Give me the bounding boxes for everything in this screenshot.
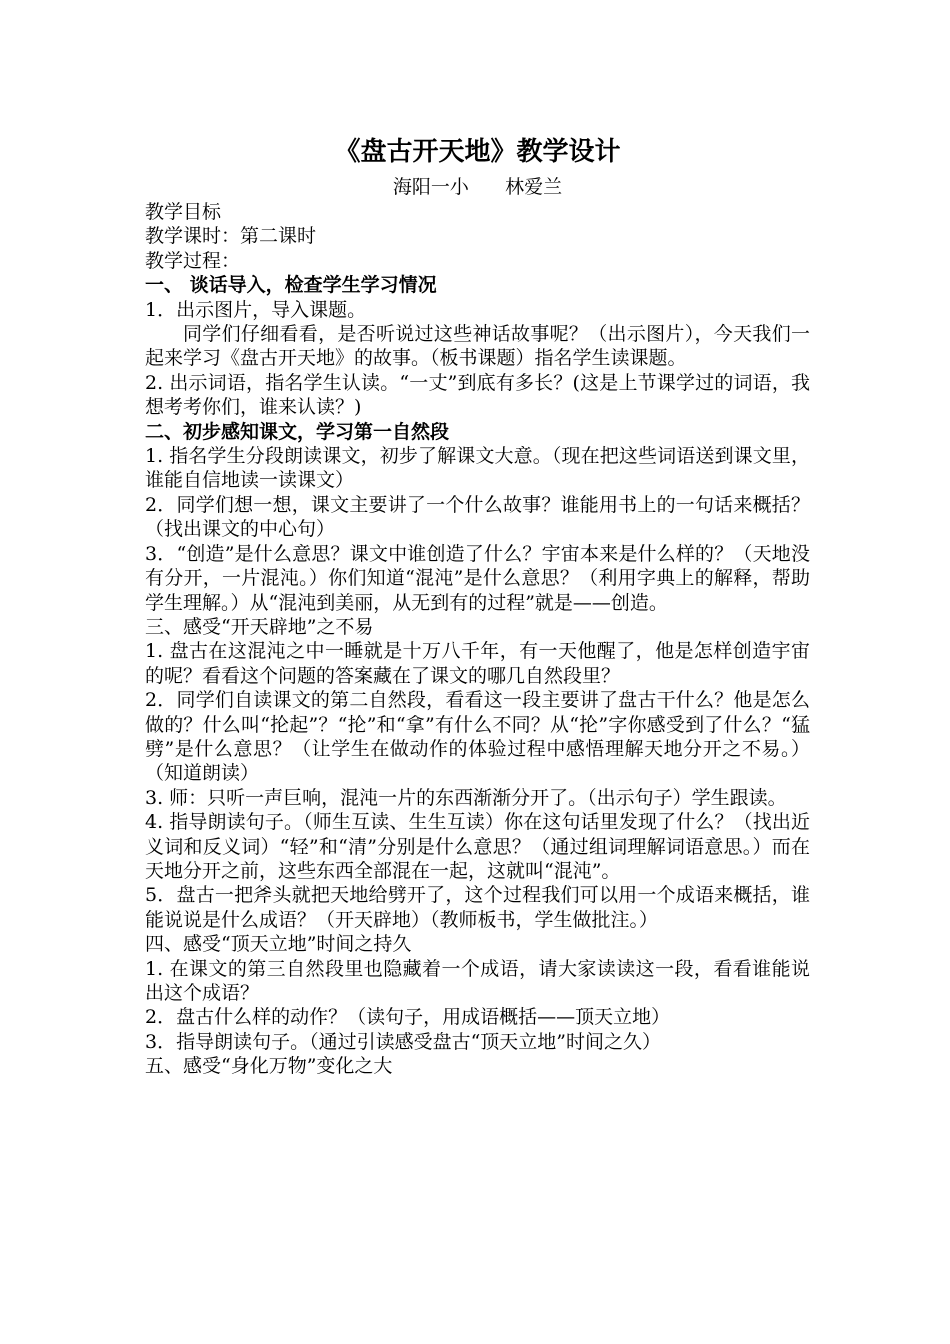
body-paragraph: 5．盘古一把斧头就把天地给劈开了，这个过程我们可以用一个成语来概括，谁能说说是什么成语？（开天辟地）（教师板书，学生做批注。） bbox=[145, 884, 810, 931]
body-paragraph: 教学课时：第二课时 bbox=[145, 225, 317, 248]
body-paragraph: 同学们仔细看看，是否听说过这些神话故事呢？（出示图片），今天我们一起来学习《盘古开天地》的故事。（板书课题）指名学生读课题。 bbox=[145, 323, 810, 370]
body-paragraph: 四、感受“顶天立地”时间之持久 bbox=[145, 933, 412, 956]
body-paragraph: 2. 出示词语，指名学生认读。“一丈”到底有多长？(这是上节课学过的词语，我想考考你们，谁来认读？) bbox=[145, 371, 810, 419]
section-heading: 二、初步感知课文，学习第一自然段 bbox=[145, 420, 450, 443]
body-paragraph: 三、感受“开天辟地”之不易 bbox=[145, 615, 374, 638]
body-paragraph: 五、感受“身化万物”变化之大 bbox=[145, 1055, 393, 1078]
body-paragraph: 教学目标 bbox=[145, 201, 222, 223]
body-paragraph: 3．指导朗读句子。（通过引读感受盘古“顶天立地”时间之久） bbox=[145, 1030, 662, 1053]
body-paragraph: 4. 指导朗读句子。（师生互读、生生互读）你在这句话里发现了什么？（找出近义词和反义词）“轻”和“清”分别是什么意思？（通过组词理解词语意思。）而在天地分开之前，这些东西全部混在一起，这就叫“混沌”。 bbox=[145, 811, 810, 882]
body-paragraph: 2．同学们想一想，课文主要讲了一个什么故事？谁能用书上的一句话来概括？（找出课文的中心句） bbox=[145, 493, 810, 541]
document-title: 《盘古开天地》教学设计 bbox=[334, 137, 621, 167]
section-heading: 一、 谈话导入，检查学生学习情况 bbox=[145, 274, 437, 297]
body-paragraph: 2．盘古什么样的动作？（读句子，用成语概括——顶天立地） bbox=[145, 1006, 671, 1029]
document-body bbox=[145, 200, 810, 1079]
body-paragraph: 1．出示图片，导入课题。 bbox=[145, 298, 367, 321]
body-paragraph: 3．“创造”是什么意思？课文中谁创造了什么？宇宙本来是什么样的？（天地没有分开，一片混沌。）你们知道“混沌”是什么意思？（利用字典上的解释，帮助学生理解。）从“混沌到美丽，从无到有的过程”就是——创造。 bbox=[145, 542, 810, 614]
author-byline: 海阳一小 林爱兰 bbox=[392, 176, 563, 198]
document-page bbox=[145, 134, 810, 1079]
body-paragraph: 3. 师：只听一声巨响，混沌一片的东西渐渐分开了。（出示句子）学生跟读。 bbox=[145, 786, 787, 809]
body-paragraph: 1. 在课文的第三自然段里也隐藏着一个成语，请大家读读这一段，看看谁能说出这个成语？ bbox=[145, 957, 810, 1004]
body-paragraph: 2．同学们自读课文的第二自然段，看看这一段主要讲了盘古干什么？他是怎么做的？什么叫“抡起”？“抡”和“拿”有什么不同？从“抡”字你感受到了什么？“猛劈”是什么意思？（让学生在做动作的体验过程中感悟理解天地分开之不易。）（知道朗读） bbox=[145, 689, 810, 785]
body-paragraph: 教学过程： bbox=[145, 249, 241, 272]
body-paragraph: 1. 盘古在这混沌之中一睡就是十万八千年，有一天他醒了，他是怎样创造宇宙的呢？看看这个问题的答案藏在了课文的哪几自然段里？ bbox=[145, 640, 810, 687]
body-paragraph: 1. 指名学生分段朗读课文，初步了解课文大意。（现在把这些词语送到课文里，谁能自信地读一读课文） bbox=[145, 445, 810, 492]
